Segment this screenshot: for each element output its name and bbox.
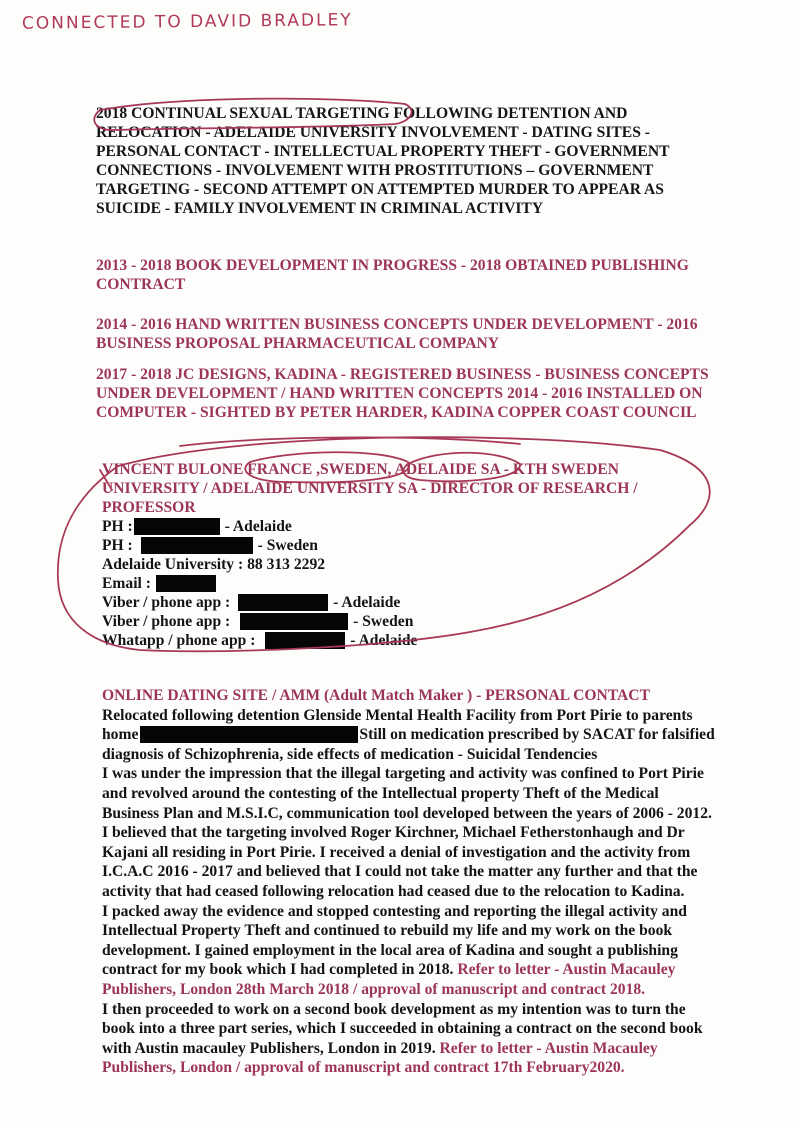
letter-reference: Refer to letter - Austin Macauley: [457, 961, 676, 979]
redaction-bar: [141, 537, 253, 554]
contact-title-line: PROFESSOR: [102, 499, 196, 516]
whatsapp-label: Whatapp / phone app :: [102, 632, 256, 649]
email-row: [102, 574, 692, 593]
body-line: [102, 1039, 742, 1059]
viber-label: Viber / phone app :: [102, 594, 231, 611]
redaction-bar: [134, 518, 220, 535]
contact-block: [102, 460, 692, 650]
body-line: [102, 725, 742, 745]
redaction-bar: [240, 613, 348, 630]
phone-location: - Adelaide: [220, 518, 292, 535]
viber-row: [102, 612, 692, 631]
contact-top-arc: [180, 437, 520, 446]
body-paragraph: diagnosis of Schizophrenia, side effects of medication - Suicidal Tendencies I was under the impression that the illegal targeting and activity was confined to Port Pirie and revolved around the contesting of the Intellectual property Theft of the Medical Business Plan and M.S.I.C, communication tool developed between the years of 2006 - 2012. I believed that the targeting involved Roger Kirchner, Michael Fetherstonhaugh and Dr Kajani all residing in Port Pirie. I received a denial of investigation and the activity from I.C.A.C 2016 - 2017 and believed that I could not take the matter any further and that the activity that had ceased following relocation had ceased due to the relocation to Kadina. I packed away the evidence and stopped contesting and reporting the illegal activity and Intellectual Property Theft and continued to rebuild my life and my work on the book development. I gained employment in the local area of Kadina and sought a publishing: [102, 745, 712, 959]
phone-location: - Sweden: [253, 537, 318, 554]
university-phone: Adelaide University : 88 313 2292: [102, 556, 326, 573]
redaction-bar: [140, 726, 358, 743]
body-paragraph: I then proceeded to work on a second book development as my intention was to turn the book into a three part series, which I succeeded in obtaining a contract on the second book: [102, 1000, 703, 1038]
redaction-bar: [265, 632, 345, 649]
body-text: Still on medication prescribed by SACAT for falsified: [359, 726, 715, 744]
body-line: [102, 960, 742, 980]
body-text: with Austin macauley Publishers, London in 2019.: [102, 1039, 440, 1057]
letter-reference: Publishers, London / approval of manuscript and contract 17th February2020.: [102, 1059, 625, 1077]
viber-location: - Sweden: [349, 613, 414, 630]
section-book-development: 2013 - 2018 BOOK DEVELOPMENT IN PROGRESS - 2018 OBTAINED PUBLISHING CONTRACT: [96, 257, 689, 293]
body-line: Relocated following detention Glenside Mental Health Facility from Port Pirie to parents: [102, 706, 693, 724]
body-text: contract for my book which I had completed in 2018.: [102, 961, 458, 979]
redaction-bar: [238, 594, 328, 611]
body-text: home: [102, 726, 139, 744]
section-jc-designs: 2017 - 2018 JC DESIGNS, KADINA - REGISTERED BUSINESS - BUSINESS CONCEPTS UNDER DEVELOPMENT / HAND WRITTEN CONCEPTS 2014 - 2016 INSTALLED ON COMPUTER - SIGHTED BY PETER HARDER, KADINA COPPER COAST COUNCIL: [96, 366, 709, 421]
whatsapp-location: - Adelaide: [346, 632, 418, 649]
letter-reference: Publishers, London 28th March 2018 / approval of manuscript and contract 2018.: [102, 980, 646, 998]
section-business-concepts: 2014 - 2016 HAND WRITTEN BUSINESS CONCEPTS UNDER DEVELOPMENT - 2016 BUSINESS PROPOSAL PHARMACEUTICAL COMPANY: [96, 316, 698, 352]
online-dating-section: [102, 686, 742, 1078]
phone-label: PH :: [102, 537, 133, 554]
phone-row: [102, 536, 692, 555]
redaction-bar: [156, 575, 216, 592]
contact-title-line: VINCENT BULONE FRANCE ,SWEDEN, ADELAIDE SA - KTH SWEDEN: [102, 461, 620, 478]
email-label: Email :: [102, 575, 151, 592]
viber-label: Viber / phone app :: [102, 613, 231, 630]
document-heading: 2018 CONTINUAL SEXUAL TARGETING FOLLOWING DETENTION AND RELOCATION - ADELAIDE UNIVERSITY INVOLVEMENT - DATING SITES - PERSONAL CONTACT - INTELLECTUAL PROPERTY THEFT - GOVERNMENT CONNECTIONS - INVOLVEMENT WITH PROSTITUTIONS – GOVERNMENT TARGETING - SECOND ATTEMPT ON ATTEMPTED MURDER TO APPEAR AS SUICIDE - FAMILY INVOLVEMENT IN CRIMINAL ACTIVITY: [96, 105, 670, 217]
handwritten-note: CONNECTED TO DAVID BRADLEY: [21, 10, 353, 34]
online-dating-title: ONLINE DATING SITE / AMM (Adult Match Maker ) - PERSONAL CONTACT: [102, 687, 650, 704]
whatsapp-row: [102, 631, 692, 650]
viber-row: [102, 593, 692, 612]
letter-reference: Refer to letter - Austin Macauley: [439, 1039, 658, 1057]
phone-row: [102, 517, 692, 536]
contact-title-line: UNIVERSITY / ADELAIDE UNIVERSITY SA - DIRECTOR OF RESEARCH /: [102, 480, 638, 497]
viber-location: - Adelaide: [329, 594, 401, 611]
phone-label: PH :: [102, 518, 133, 535]
